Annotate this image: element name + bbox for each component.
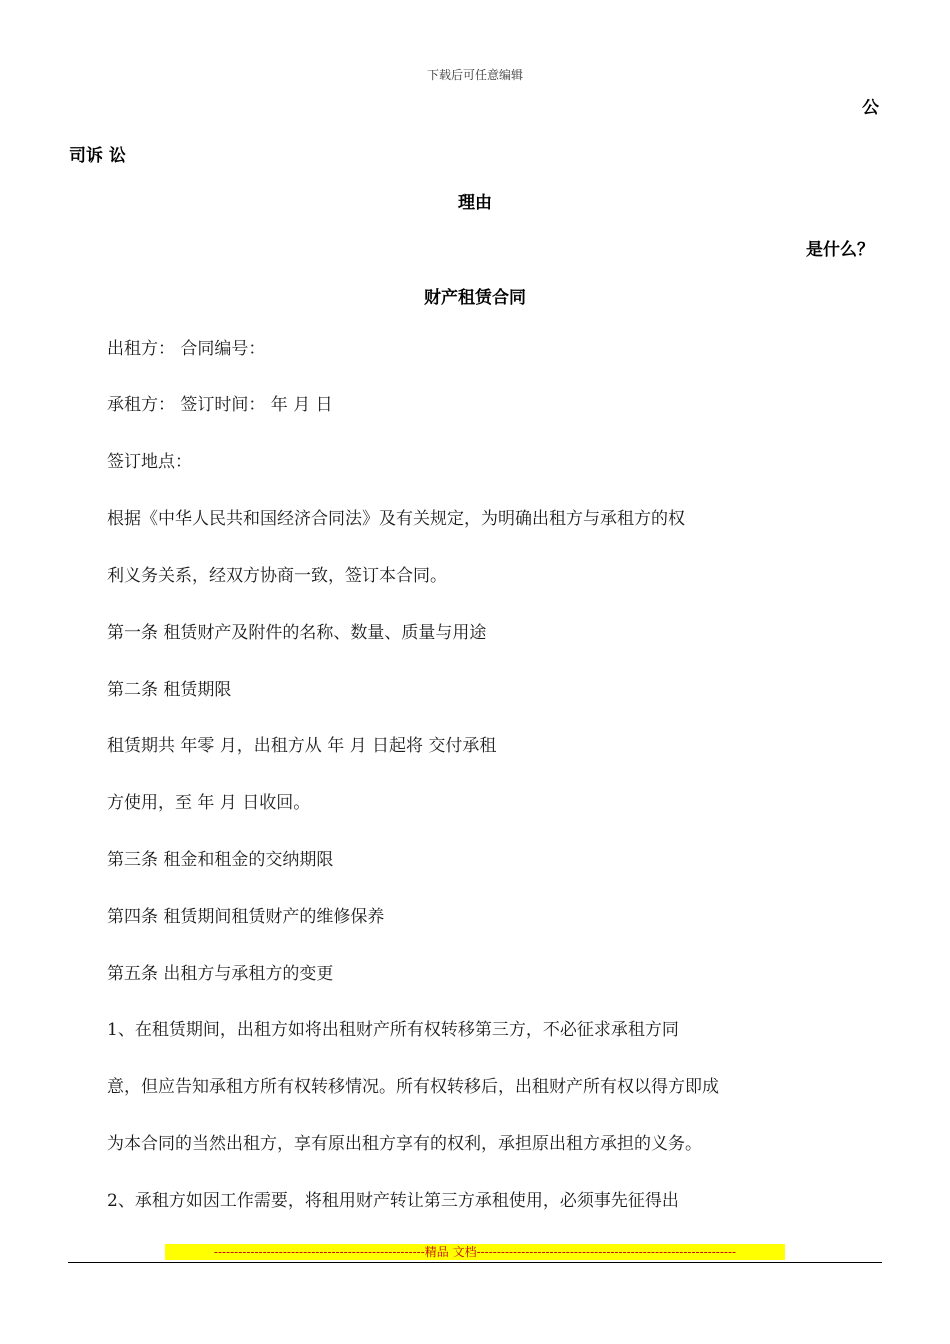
contract-line: 租赁期共 年零 月，出租方从 年 月 日起将 交付承租 <box>107 736 497 756</box>
contract-line: 第三条 租金和租金的交纳期限 <box>107 850 334 870</box>
contract-line: 第四条 租赁期间租赁财产的维修保养 <box>107 907 385 927</box>
footer-banner: ----------------------------------------------------精品 文档---------------------------------------------------------------- <box>165 1244 785 1260</box>
contract-line: 为本合同的当然出租方，享有原出租方享有的权利，承担原出租方承担的义务。 <box>107 1134 702 1154</box>
contract-line: 出租方： 合同编号： <box>107 339 266 359</box>
contract-line: 2、承租方如因工作需要，将租用财产转让第三方承租使用，必须事先征得出 <box>107 1191 679 1211</box>
contract-line: 利义务关系，经双方协商一致，签订本合同。 <box>107 566 447 586</box>
contract-line: 签订地点： <box>107 452 192 472</box>
contract-line: 第五条 出租方与承租方的变更 <box>107 964 334 984</box>
contract-title: 财产租赁合同 <box>424 288 526 308</box>
contract-line: 方使用，至 年 月 日收回。 <box>107 793 311 813</box>
contract-line: 1、在租赁期间，出租方如将出租财产所有权转移第三方，不必征求承租方同 <box>107 1020 679 1040</box>
heading-fragment-sisong: 司诉 讼 <box>69 146 126 166</box>
contract-line: 根据《中华人民共和国经济合同法》及有关规定，为明确出租方与承租方的权 <box>107 509 685 529</box>
heading-fragment-liyou: 理由 <box>458 193 492 213</box>
contract-line: 第一条 租赁财产及附件的名称、数量、质量与用途 <box>107 623 487 643</box>
heading-fragment-gong: 公 <box>862 98 879 118</box>
footer-rule <box>68 1262 882 1263</box>
contract-line: 承租方： 签订时间： 年 月 日 <box>107 395 333 415</box>
heading-fragment-shi: 是什么？ <box>806 240 874 260</box>
contract-line: 第二条 租赁期限 <box>107 680 232 700</box>
contract-line: 意，但应告知承租方所有权转移情况。所有权转移后，出租财产所有权以得方即成 <box>107 1077 719 1097</box>
page-header-note: 下载后可任意编辑 <box>426 68 523 82</box>
